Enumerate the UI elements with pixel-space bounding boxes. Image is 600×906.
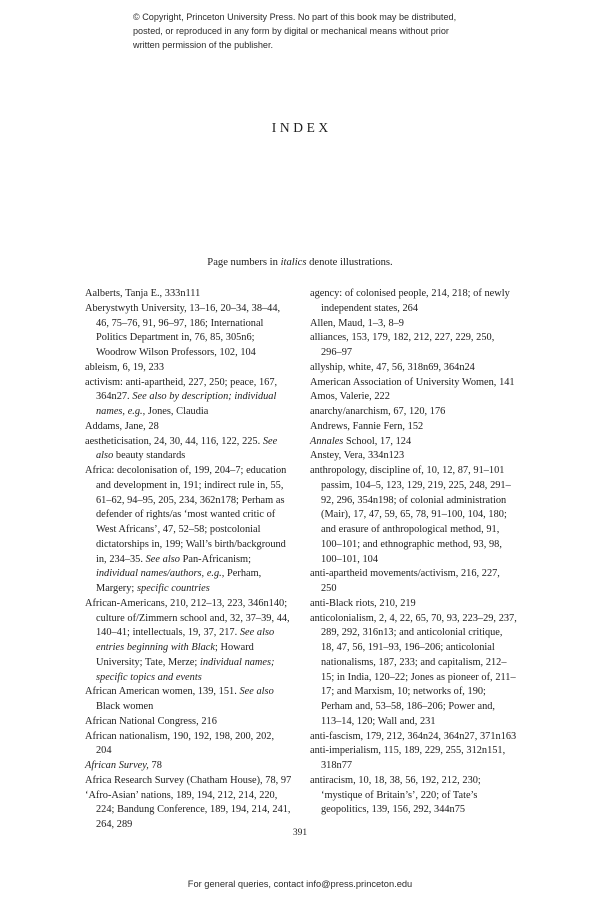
index-entry-african-national-congress: African National Congress, 216: [85, 715, 217, 727]
italics-note-prefix: Page numbers in: [207, 257, 281, 268]
index-entry-africa: Africa: decolonisation of, 199, 204–7; education and development in, 191; indirect rule in, 55, 61–62, 94–95, 205, 234, 362n178; Perham as defender of rights/as ‘most wanted critic of West Africans’, 47, 52–58; postcolonial dictatorships in, 199; Wall’s birth/background in, 234–35. See also Pan-Africanism; individual names/authors, e.g., Perham, Margery; specific countries: [85, 465, 287, 594]
index-entry-aberystwyth-university: Aberystwyth University, 13–16, 20–34, 38–44, 46, 75–76, 91, 96–97, 186; International Politics Department in, 76, 85, 305n6; Woodrow Wilson Professors, 102, 104: [85, 302, 281, 358]
italics-note: [0, 257, 600, 268]
index-entry-amos-valerie: Amos, Valerie, 222: [310, 391, 390, 403]
index-entry-african-survey: African Survey, 78: [85, 760, 162, 771]
copyright-notice: © Copyright, Princeton University Press. No part of this book may be distributed, posted, or reproduced in any form by digital or mechanical means without prior written permission of the publisher.: [133, 12, 457, 51]
index-entry-alliances: alliances, 153, 179, 182, 212, 227, 229, 250, 296–97: [310, 332, 495, 358]
index-entry-addams-jane: Addams, Jane, 28: [85, 420, 159, 432]
page-number: 391: [292, 828, 308, 838]
index-entry-afro-asian-nations: ‘Afro-Asian’ nations, 189, 194, 212, 214, 220, 224; Bandung Conference, 189, 194, 214, 241, 264, 289: [85, 789, 291, 830]
index-entry-africa-research-survey: Africa Research Survey (Chatham House), 78, 97: [85, 774, 292, 786]
page-title: INDEX: [271, 120, 332, 135]
index-entry-anti-apartheid-movements: anti-apartheid movements/activism, 216, 227, 250: [310, 568, 500, 594]
index-entry-aestheticisation: aestheticisation, 24, 30, 44, 116, 122, 225. See also beauty standards: [85, 435, 278, 462]
index-entry-anticolonialism: anticolonialism, 2, 4, 22, 65, 70, 93, 223–29, 237, 289, 292, 316n13; and anticolonial critique, 18, 47, 56, 191–93, 196–206; anticolonial nationalisms, 187, 233; and capitalism, 212–15; in India, 120–22; Jones as pioneer of, 211–17; and Marxism, 10; networks of, 190; Perham and, 53–58, 186–206; Power and, 113–14, 120; Wall and, 231: [310, 612, 517, 727]
index-entry-antiracism: antiracism, 10, 18, 38, 56, 192, 212, 230; ‘mystique of Britain’s’, 220; of Tate’s geopolitics, 139, 156, 292, 344n75: [310, 774, 481, 816]
index-entry-agency: agency: of colonised people, 214, 218; of newly independent states, 264: [310, 288, 510, 314]
footer-queries-text: For general queries, contact info@press.princeton.edu: [187, 879, 413, 889]
index-entry-ableism: ableism, 6, 19, 233: [85, 361, 165, 373]
index-column-left: [85, 287, 292, 833]
index-entry-anarchy-anarchism: anarchy/anarchism, 67, 120, 176: [310, 406, 446, 417]
index-entry-african-americans: African-Americans, 210, 212–13, 223, 346n140; culture of/Zimmern school and, 32, 37–39, 44, 140–41; intellectuals, 19, 37, 217. See also entries beginning with Black; Howard University; Tate, Merze; individual names; specific topics and events: [85, 597, 290, 683]
index-columns: [85, 287, 517, 833]
index-entry-annales-school: Annales School, 17, 124: [310, 435, 412, 447]
index-entry-american-association-of-university-women: American Association of University Women, 141: [310, 376, 515, 388]
index-entry-allen-maud: Allen, Maud, 1–3, 8–9: [310, 317, 404, 329]
index-entry-anti-fascism: anti-fascism, 179, 212, 364n24, 364n27, 371n163: [310, 730, 517, 742]
italics-note-suffix: denote illustrations.: [306, 257, 393, 268]
index-entry-aalberts: Aalberts, Tanja E., 333n111: [85, 288, 201, 299]
index-entry-anstey-vera: Anstey, Vera, 334n123: [310, 450, 405, 462]
index-entry-activism: activism: anti-apartheid, 227, 250; peace, 167, 364n27. See also by description; individual names, e.g., Jones, Claudia: [85, 376, 278, 417]
index-column-right: [310, 287, 517, 833]
index-entry-anti-imperialism: anti-imperialism, 115, 189, 229, 255, 312n151, 318n77: [310, 745, 506, 771]
italics-note-emphasis: italics: [280, 257, 307, 268]
index-entry-allyship-white: allyship, white, 47, 56, 318n69, 364n24: [310, 361, 475, 373]
index-entry-andrews-fannie-fern: Andrews, Fannie Fern, 152: [310, 420, 424, 432]
index-entry-african-nationalism: African nationalism, 190, 192, 198, 200, 202, 204: [85, 730, 275, 757]
index-entry-anti-black-riots: anti-Black riots, 210, 219: [310, 597, 416, 609]
index-entry-anthropology: anthropology, discipline of, 10, 12, 87, 91–101 passim, 104–5, 123, 129, 219, 225, 248, 291–92, 296, 354n198; of colonial administration (Mair), 17, 47, 59, 65, 78, 91–100, 104, 180; and erasure of anthropological method, 91, 100–101; and ethnographic method, 93, 98, 100–101, 104: [310, 465, 511, 565]
index-entry-african-american-women: African American women, 139, 151. See also Black women: [85, 686, 274, 712]
